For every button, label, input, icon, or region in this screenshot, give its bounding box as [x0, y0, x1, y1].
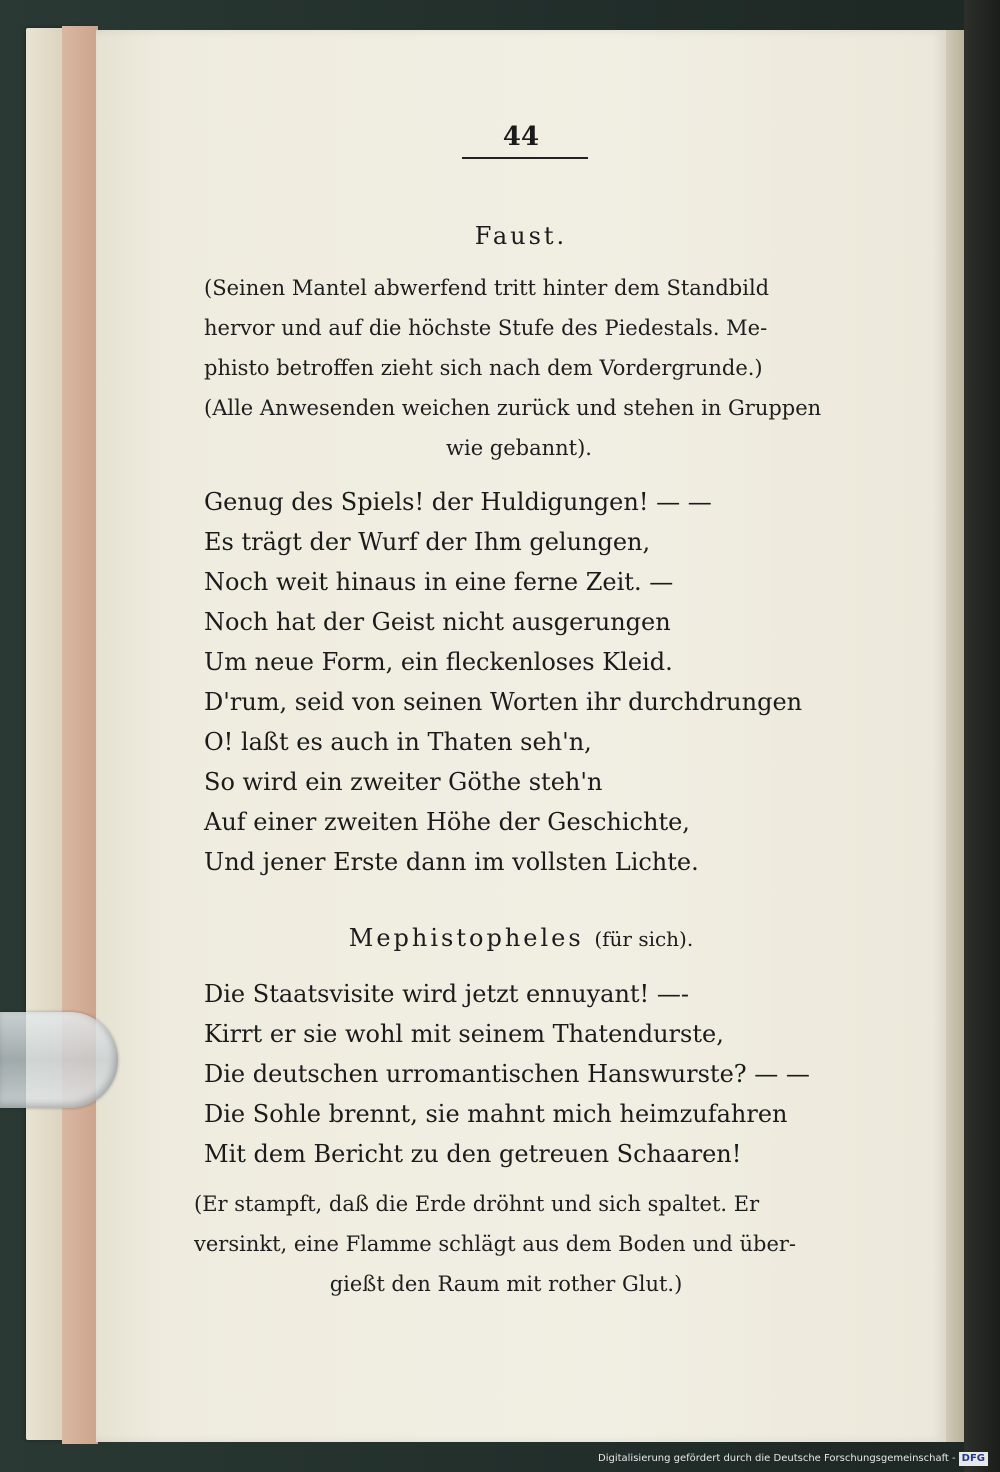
verse-line: Noch weit hinaus in eine ferne Zeit. —	[204, 568, 674, 596]
stage-line: phisto betroffen zieht sich nach dem Vordergrunde.)	[204, 356, 763, 380]
verse-mephistopheles	[204, 974, 810, 1174]
stage-line: (Er stampft, daß die Erde dröhnt und sich spaltet. Er	[194, 1192, 760, 1216]
stage-line: hervor und auf die höchste Stufe des Piedestals. Me-	[204, 316, 768, 340]
stage-line: wie gebannt).	[446, 436, 592, 460]
verse-line: Und jener Erste dann im vollsten Lichte.	[204, 848, 699, 876]
verse-line: Auf einer zweiten Höhe der Geschichte,	[204, 808, 690, 836]
verse-line: Um neue Form, ein fleckenloses Kleid.	[204, 648, 673, 676]
speaker-name: Mephistopheles	[348, 924, 584, 952]
stage-line: (Seinen Mantel abwerfend tritt hinter dem Standbild	[204, 276, 770, 300]
digitization-footer	[598, 1449, 998, 1469]
speaker-faust: Faust.	[474, 222, 568, 250]
verse-line: Noch hat der Geist nicht ausgerungen	[204, 608, 671, 636]
footer-text: Digitalisierung gefördert durch die Deutsche Forschungsgemeinschaft -	[598, 1453, 956, 1464]
verse-line: So wird ein zweiter Göthe steh'n	[204, 768, 603, 796]
verse-line: Die Sohle brennt, sie mahnt mich heimzufahren	[204, 1100, 788, 1128]
page-number: 44	[502, 122, 540, 152]
stage-line: versinkt, eine Flamme schlägt aus dem Boden und über-	[194, 1232, 797, 1256]
verse-line: Es trägt der Wurf der Ihm gelungen,	[204, 528, 651, 556]
page-number-rule	[462, 157, 588, 159]
book-page	[96, 30, 946, 1442]
verse-line: Mit dem Bericht zu den getreuen Schaaren!	[204, 1140, 742, 1168]
stage-direction-1	[204, 268, 834, 468]
verse-line: Die deutschen urromantischen Hanswurste? — —	[204, 1060, 810, 1088]
verse-line: Kirrt er sie wohl mit seinem Thatendurste,	[204, 1020, 724, 1048]
scan-background-right	[964, 0, 1000, 1472]
stage-line: (Alle Anwesenden weichen zurück und stehen in Gruppen	[204, 396, 822, 420]
verse-line: D'rum, seid von seinen Worten ihr durchdrungen	[204, 688, 803, 716]
gutter-strip	[946, 30, 964, 1442]
stage-direction-2	[194, 1184, 818, 1304]
verse-faust	[204, 482, 802, 882]
verse-line: Genug des Spiels! der Huldigungen! — —	[204, 488, 712, 516]
speaker-mephistopheles	[96, 924, 946, 952]
plastic-page-clip	[0, 1012, 118, 1108]
verse-line: Die Staatsvisite wird jetzt ennuyant! —-	[204, 980, 689, 1008]
stage-line: gießt den Raum mit rother Glut.)	[329, 1272, 683, 1296]
dfg-logo: DFG	[959, 1452, 988, 1466]
speaker-note: (für sich).	[594, 927, 694, 951]
verse-line: O! laßt es auch in Thaten seh'n,	[204, 728, 592, 756]
page-edges	[62, 26, 98, 1444]
